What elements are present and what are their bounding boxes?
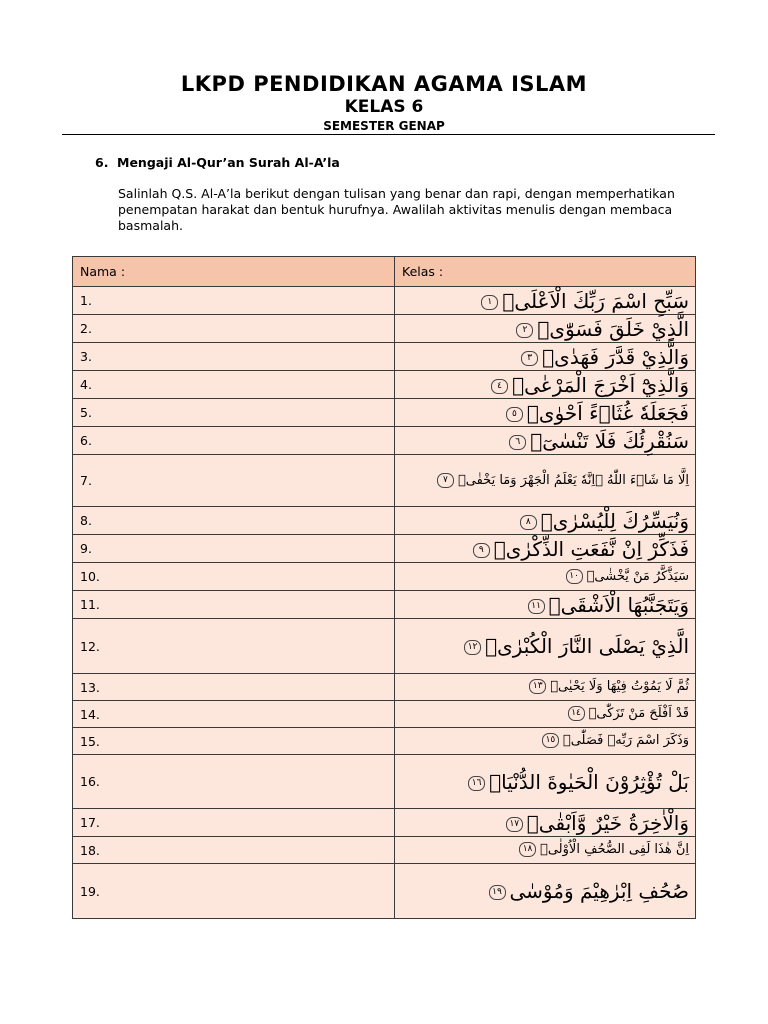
- ayat-text: فَذَكِّرْ اِنْ نَّفَعَتِ الذِّكْرٰىۗ: [493, 536, 689, 561]
- ayah-number-marker: ٦: [509, 435, 526, 450]
- ayah-number-marker: ١٥: [542, 733, 559, 748]
- ayat-cell: [395, 619, 696, 674]
- copy-area-cell[interactable]: [73, 427, 395, 455]
- table-row: [73, 343, 696, 371]
- ayah-number-marker: ١١: [528, 599, 545, 614]
- ayat-text: صُحُفِ اِبْرٰهِيْمَ وَمُوْسٰى: [509, 879, 689, 903]
- row-number: 5.: [80, 405, 92, 420]
- ayat-cell: [395, 701, 696, 728]
- copy-area-cell[interactable]: [73, 343, 395, 371]
- row-number: 16.: [80, 774, 100, 789]
- table-row: [73, 591, 696, 619]
- copy-area-cell[interactable]: [73, 399, 395, 427]
- ayah-number-marker: ١٦: [468, 776, 485, 791]
- table-row: [73, 427, 696, 455]
- copy-area-cell[interactable]: [73, 701, 395, 728]
- document-title: LKPD PENDIDIKAN AGAMA ISLAM: [180, 72, 588, 96]
- table-row: [73, 837, 696, 864]
- table-row: [73, 399, 696, 427]
- ayat-cell: [395, 507, 696, 535]
- table-row: [73, 728, 696, 755]
- row-number: 15.: [80, 733, 100, 749]
- row-number: 13.: [80, 679, 100, 695]
- ayat-cell: [395, 535, 696, 563]
- table-row: [73, 563, 696, 591]
- class-field-label[interactable]: Kelas :: [395, 257, 696, 287]
- copy-area-cell[interactable]: [73, 837, 395, 864]
- ayat-text: سَنُقْرِئُكَ فَلَا تَنْسٰىٓۖ: [530, 428, 689, 453]
- table-row: [73, 619, 696, 674]
- ayah-number-marker: ١٨: [519, 842, 536, 857]
- row-number: 12.: [80, 638, 100, 654]
- ayat-cell: [395, 837, 696, 864]
- class-label: KELAS 6: [344, 97, 424, 117]
- copy-area-cell[interactable]: [73, 563, 395, 591]
- copy-area-cell[interactable]: [73, 809, 395, 837]
- ayat-text: وَيَتَجَنَّبُهَا الْاَشْقَىۙ: [548, 592, 689, 617]
- copy-area-cell[interactable]: [73, 591, 395, 619]
- copy-area-cell[interactable]: [73, 507, 395, 535]
- section-title: Mengaji Al-Qur’an Surah Al-A’la: [117, 155, 340, 170]
- table-row: [73, 674, 696, 701]
- copy-area-cell[interactable]: [73, 755, 395, 809]
- copy-area-cell[interactable]: [73, 674, 395, 701]
- ayat-text: سَبِّحِ اسْمَ رَبِّكَ الْاَعْلَىۙ: [502, 288, 689, 313]
- ayat-cell: [395, 563, 696, 591]
- ayat-cell: [395, 591, 696, 619]
- row-number: 9.: [80, 541, 92, 556]
- ayat-cell: [395, 809, 696, 837]
- ayah-number-marker: ٩: [473, 543, 490, 558]
- ayah-number-marker: ٧: [437, 473, 454, 488]
- ayat-text: وَالَّذِيْٓ اَخْرَجَ الْمَرْعٰىۖ: [512, 372, 689, 397]
- ayah-number-marker: ١٣: [529, 679, 546, 694]
- ayat-cell: [395, 399, 696, 427]
- row-number: 8.: [80, 513, 92, 528]
- ayat-cell: [395, 371, 696, 399]
- table-row: [73, 371, 696, 399]
- document-header: [0, 0, 768, 134]
- ayah-number-marker: ٢: [516, 323, 533, 338]
- ayah-number-marker: ١: [481, 295, 498, 310]
- header-divider: [62, 134, 715, 135]
- copy-area-cell[interactable]: [73, 371, 395, 399]
- ayat-text: ثُمَّ لَا يَمُوْتُ فِيْهَا وَلَا يَحْيٰىۗ: [550, 679, 689, 694]
- table-row: [73, 701, 696, 728]
- ayat-cell: [395, 343, 696, 371]
- ayat-text: بَلْ تُؤْثِرُوْنَ الْحَيٰوةَ الدُّنْيَاۖ: [489, 769, 689, 794]
- table-row: [73, 755, 696, 809]
- ayat-text: وَالْاٰخِرَةُ خَيْرٌ وَّاَبْقٰىۗ: [526, 810, 689, 835]
- row-number: 17.: [80, 815, 100, 830]
- row-number: 14.: [80, 706, 100, 722]
- ayat-cell: [395, 455, 696, 507]
- ayat-cell: [395, 315, 696, 343]
- table-row: [73, 535, 696, 563]
- worksheet-table: [72, 256, 696, 919]
- ayat-cell: [395, 427, 696, 455]
- ayat-text: وَنُيَسِّرُكَ لِلْيُسْرٰىۖ: [540, 508, 689, 533]
- copy-area-cell[interactable]: [73, 287, 395, 315]
- ayat-text: وَالَّذِيْ قَدَّرَ فَهَدٰىۖ: [542, 344, 689, 369]
- row-number: 2.: [80, 321, 92, 336]
- copy-area-cell[interactable]: [73, 864, 395, 919]
- ayat-cell: [395, 864, 696, 919]
- ayah-number-marker: ٨: [520, 515, 537, 530]
- ayah-number-marker: ١٠: [566, 569, 583, 584]
- ayah-number-marker: ١٧: [506, 817, 523, 832]
- row-number: 19.: [80, 883, 100, 899]
- ayah-number-marker: ١٤: [568, 706, 585, 721]
- ayat-text: اِنَّ هٰذَا لَفِى الصُّحُفِ الْاُوْلٰىۙ: [540, 842, 689, 857]
- ayah-number-marker: ٥: [506, 407, 523, 422]
- instruction-text: Salinlah Q.S. Al-A’la berikut dengan tulisan yang benar dan rapi, dengan memperhatikan penempatan harakat dan bentuk hurufnya. Awalilah aktivitas menulis dengan membaca basmalah.: [118, 186, 675, 233]
- table-row: [73, 809, 696, 837]
- table-row: [73, 287, 696, 315]
- row-number: 3.: [80, 349, 92, 364]
- copy-area-cell[interactable]: [73, 315, 395, 343]
- name-field-label[interactable]: Nama :: [73, 257, 395, 287]
- table-row: [73, 507, 696, 535]
- copy-area-cell[interactable]: [73, 619, 395, 674]
- ayat-cell: [395, 287, 696, 315]
- copy-area-cell[interactable]: [73, 728, 395, 755]
- ayat-text: الَّذِيْ يَصْلَى النَّارَ الْكُبْرٰىۚ: [485, 634, 689, 658]
- ayat-cell: [395, 728, 696, 755]
- row-number: 1.: [80, 293, 92, 308]
- row-number: 7.: [80, 473, 92, 488]
- section-number: 6.: [95, 155, 109, 170]
- ayat-cell: [395, 674, 696, 701]
- semester-label: SEMESTER GENAP: [323, 119, 445, 133]
- ayat-cell: [395, 755, 696, 809]
- ayat-text: الَّذِيْ خَلَقَ فَسَوّٰىۖ: [537, 316, 689, 341]
- row-number: 10.: [80, 569, 100, 584]
- ayah-number-marker: ٤: [491, 379, 508, 394]
- table-header-row: [73, 257, 696, 287]
- table-row: [73, 864, 696, 919]
- ayat-text: فَجَعَلَهٗ غُثَاۤءً اَحْوٰىۗ: [526, 400, 689, 425]
- row-number: 6.: [80, 433, 92, 448]
- row-number: 11.: [80, 597, 100, 612]
- ayat-text: قَدْ اَفْلَحَ مَنْ تَزَكّٰىۙ: [588, 706, 689, 721]
- ayat-text: سَيَذَّكَّرُ مَنْ يَّخْشٰىۙ: [586, 568, 689, 584]
- ayah-number-marker: ٣: [521, 351, 538, 366]
- copy-area-cell[interactable]: [73, 535, 395, 563]
- ayah-number-marker: ١٢: [464, 640, 481, 655]
- table-row: [73, 315, 696, 343]
- copy-area-cell[interactable]: [73, 455, 395, 507]
- table-row: [73, 455, 696, 507]
- ayat-text: اِلَّا مَا شَاۤءَ اللّٰهُ ۗاِنَّهٗ يَعْلَمُ الْجَهْرَ وَمَا يَخْفٰىۗ: [457, 472, 689, 488]
- ayat-text: وَذَكَرَ اسْمَ رَبِّهٖ فَصَلّٰىۗ: [562, 733, 689, 748]
- row-number: 4.: [80, 377, 92, 392]
- row-number: 18.: [80, 842, 100, 858]
- ayah-number-marker: ١٩: [489, 885, 506, 900]
- section-heading: [95, 155, 340, 170]
